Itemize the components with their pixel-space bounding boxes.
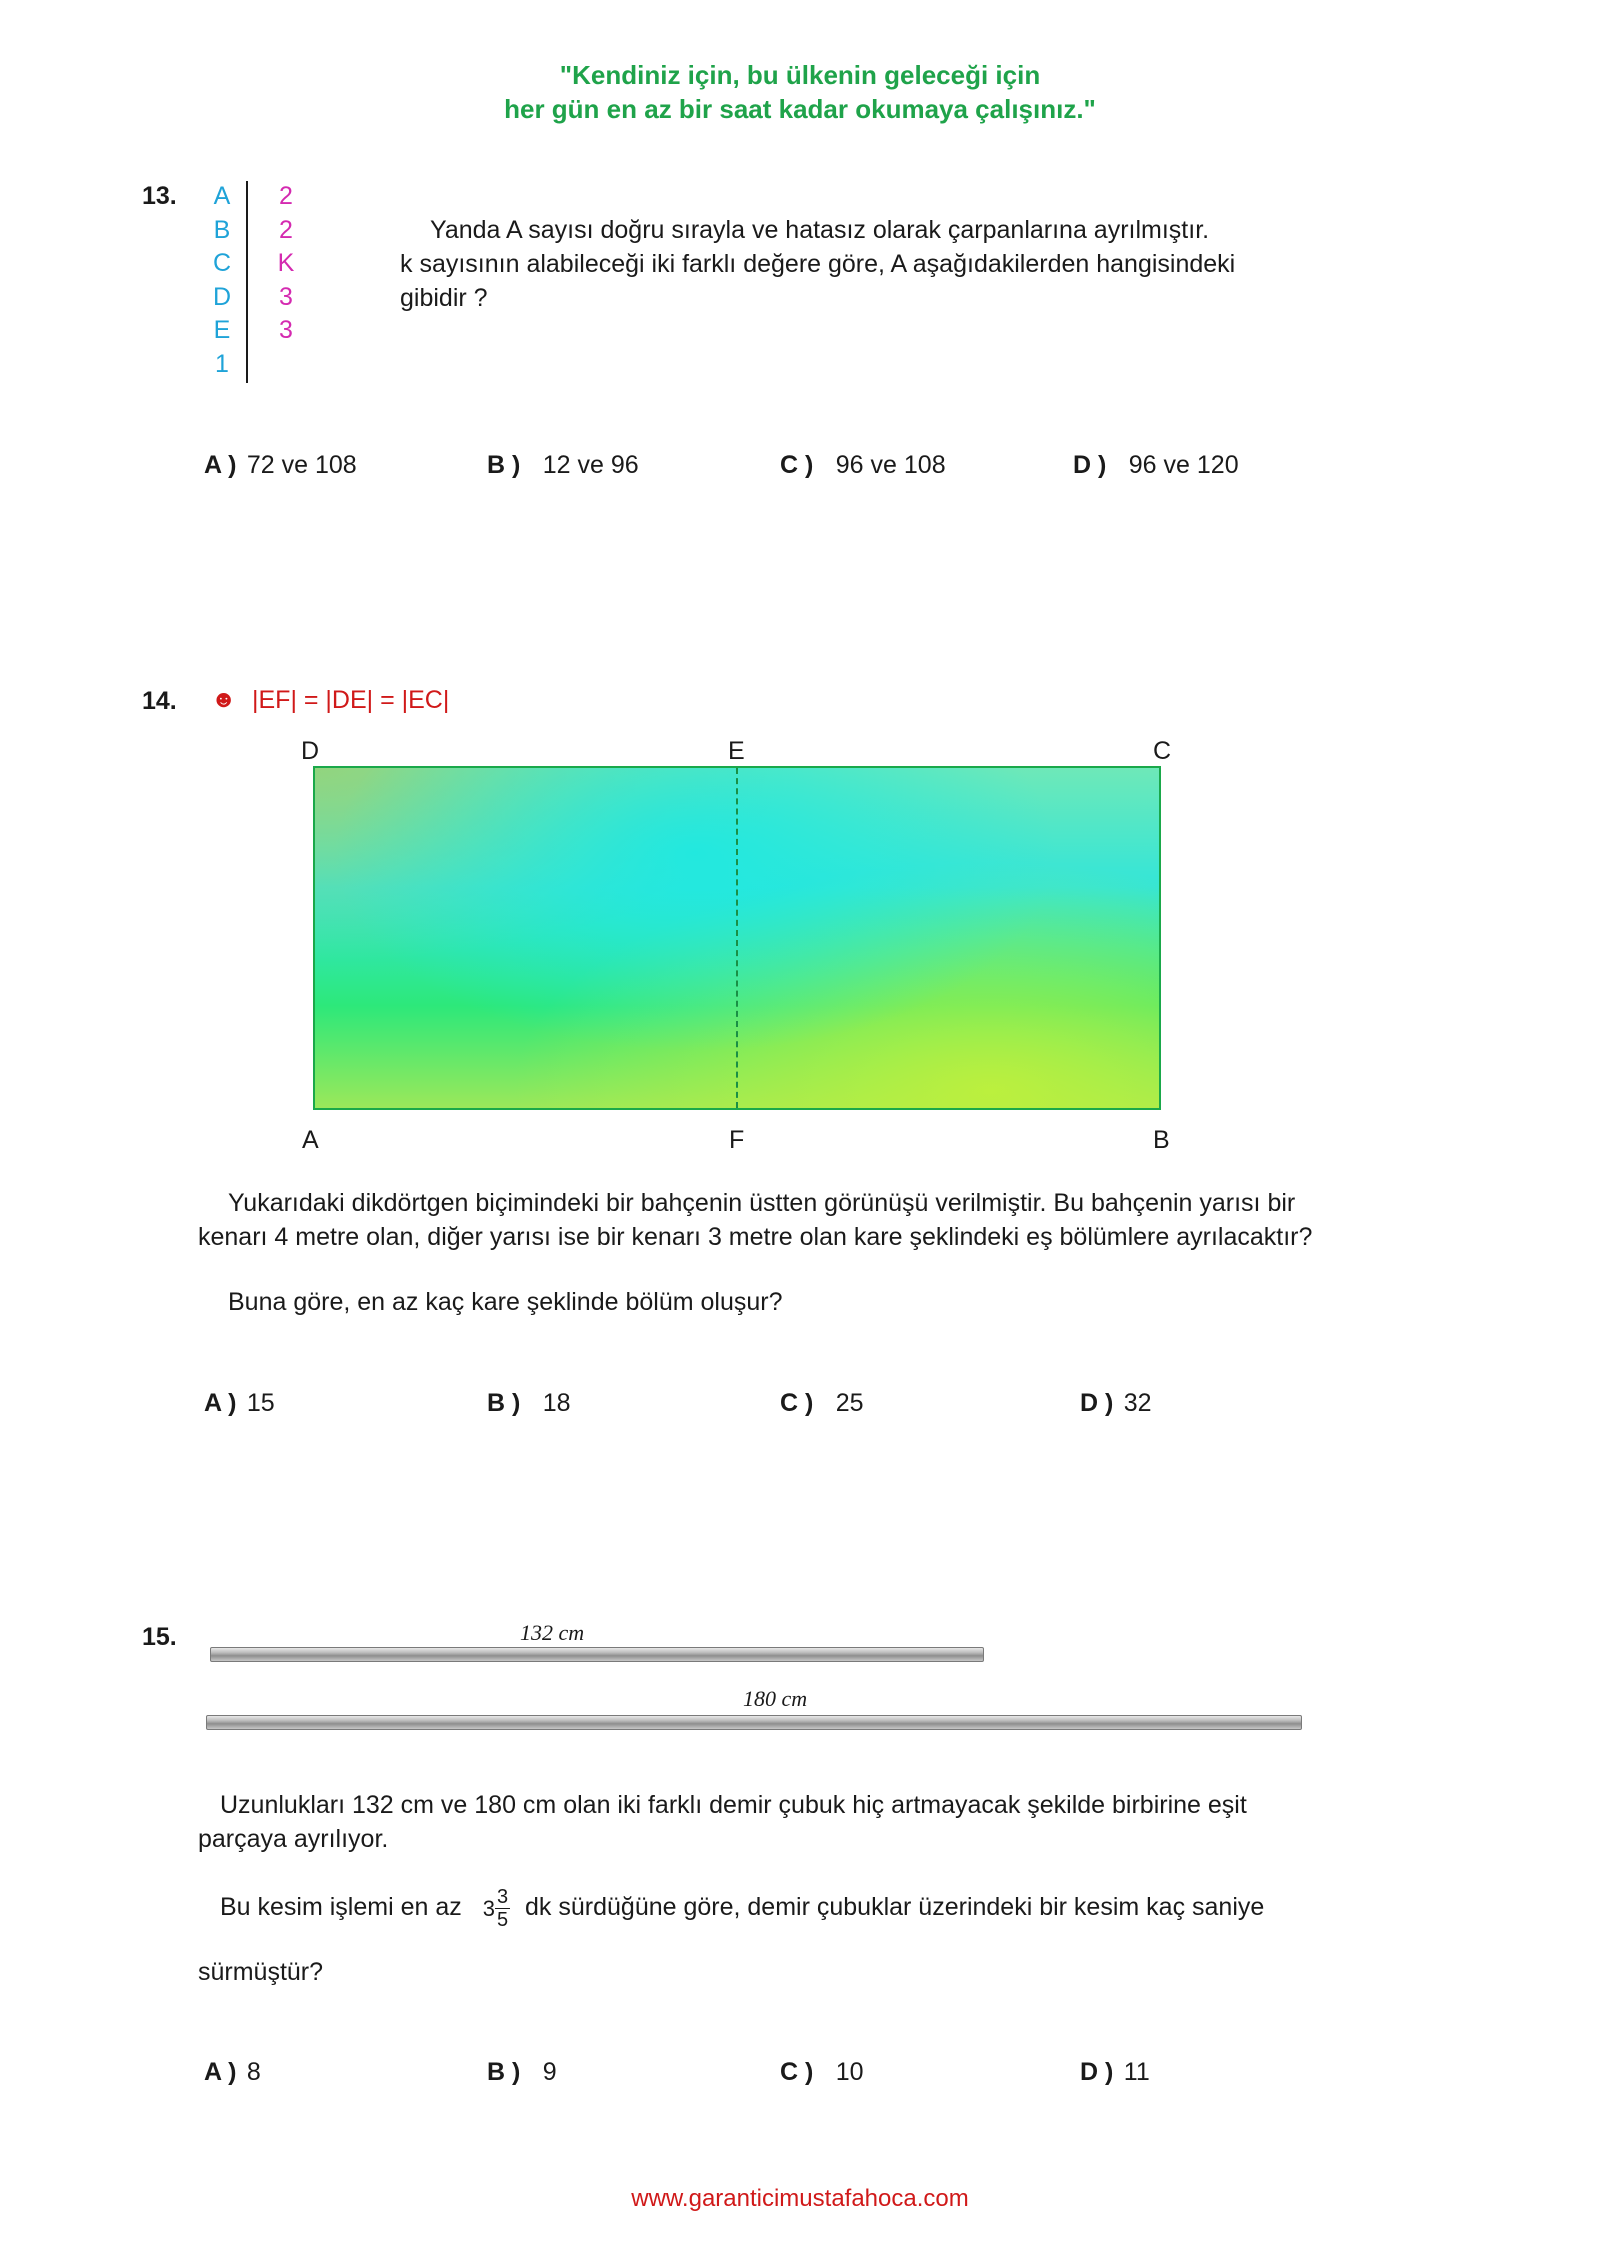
corner-label-b: B <box>1153 1126 1170 1154</box>
factor-table-right <box>271 180 301 348</box>
question-15-text-3 <box>220 1886 1264 1931</box>
option-value: 8 <box>246 2058 261 2086</box>
option-value: 96 ve 120 <box>1128 451 1239 479</box>
garden-rectangle <box>313 766 1161 1110</box>
fraction-numerator: 3 <box>496 1886 509 1908</box>
question-15-text-2: parçaya ayrılıyor. <box>198 1825 389 1853</box>
question-14-number: 14. <box>142 687 177 715</box>
q13-option-c[interactable] <box>780 451 946 480</box>
rod-1-label: 132 cm <box>520 1620 585 1645</box>
q14-option-c[interactable] <box>780 1389 864 1418</box>
motto-line-1: "Kendiniz için, bu ülkenin geleceği için <box>559 60 1041 90</box>
rod-2-label: 180 cm <box>743 1686 808 1711</box>
option-value: 96 ve 108 <box>835 451 946 479</box>
corner-label-f: F <box>729 1126 745 1154</box>
text-3-pre: Bu kesim işlemi en az <box>220 1893 462 1922</box>
option-letter: C ) <box>780 451 814 479</box>
option-letter: C ) <box>780 2058 814 2086</box>
motto-line-2: her gün en az bir saat kadar okumaya çalışınız." <box>504 94 1096 124</box>
option-letter: B ) <box>487 2058 521 2086</box>
factor-left-cell: E <box>213 316 231 344</box>
q13-option-a[interactable] <box>204 451 357 480</box>
factor-table-left <box>207 180 237 381</box>
question-14-question: Buna göre, en az kaç kare şeklinde bölüm oluşur? <box>228 1288 783 1316</box>
q15-option-d[interactable] <box>1080 2058 1150 2087</box>
factor-left-cell: B <box>213 215 231 244</box>
corner-label-c: C <box>1153 737 1172 765</box>
option-letter: A ) <box>204 451 237 479</box>
factor-right-cell: 3 <box>279 282 293 311</box>
option-letter: A ) <box>204 1389 237 1417</box>
question-13-text-2: k sayısının alabileceği iki farklı değere göre, A aşağıdakilerden hangisindeki <box>400 250 1236 278</box>
factor-right-cell: K <box>277 249 295 277</box>
factor-left-cell: D <box>212 282 232 311</box>
factor-right-cell: 2 <box>279 215 293 244</box>
option-letter: D ) <box>1073 451 1107 479</box>
q15-option-b[interactable] <box>487 2058 557 2087</box>
corner-label-e: E <box>728 737 745 765</box>
question-13-number: 13. <box>142 182 177 210</box>
q15-option-a[interactable] <box>204 2058 261 2087</box>
option-value: 25 <box>835 1389 864 1417</box>
q14-option-a[interactable] <box>204 1389 275 1418</box>
option-value: 12 ve 96 <box>542 451 639 479</box>
question-14-text-2: kenarı 4 metre olan, diğer yarısı ise bir kenarı 3 metre olan kare şeklindeki eş bölümlere ayrılacaktır? <box>198 1223 1313 1251</box>
smiley-icon: ☻ <box>211 686 237 713</box>
question-15-number: 15. <box>142 1623 177 1651</box>
q13-option-b[interactable] <box>487 451 639 480</box>
factor-right-cell: 2 <box>279 182 293 210</box>
rod-132 <box>210 1647 984 1662</box>
corner-label-d: D <box>301 737 320 765</box>
question-13-text-1: Yanda A sayısı doğru sırayla ve hatasız olarak çarpanlarına ayrılmıştır. <box>430 216 1210 244</box>
option-value: 11 <box>1123 2058 1150 2086</box>
footer-website-link[interactable]: www.garanticimustafahoca.com <box>631 2185 969 2212</box>
factor-right-cell: 3 <box>279 316 293 344</box>
option-letter: B ) <box>487 451 521 479</box>
option-value: 72 ve 108 <box>246 451 357 479</box>
option-value: 15 <box>246 1389 275 1417</box>
question-14-text-1: Yukarıdaki dikdörtgen biçimindeki bir bahçenin üstten görünüşü verilmiştir. Bu bahçenin yarısı bir <box>228 1189 1296 1217</box>
option-letter: D ) <box>1080 1389 1114 1417</box>
factor-left-cell: 1 <box>215 349 229 378</box>
corner-label-a: A <box>302 1126 319 1154</box>
factor-left-cell: A <box>213 182 231 210</box>
question-15-text-1: Uzunlukları 132 cm ve 180 cm olan iki farklı demir çubuk hiç artmayacak şekilde birbirine eşit <box>220 1791 1247 1819</box>
option-value: 18 <box>542 1389 571 1417</box>
option-letter: A ) <box>204 2058 237 2086</box>
q14-option-d[interactable] <box>1080 1389 1152 1418</box>
option-letter: D ) <box>1080 2058 1114 2086</box>
option-letter: C ) <box>780 1389 814 1417</box>
factor-left-cell: C <box>212 249 232 277</box>
q13-option-d[interactable] <box>1073 451 1239 480</box>
question-14-hint: |EF| = |DE| = |EC| <box>252 686 450 714</box>
mixed-number-fraction <box>495 1886 510 1931</box>
ef-dashed-line <box>736 768 738 1108</box>
rod-180 <box>206 1715 1302 1730</box>
q15-option-c[interactable] <box>780 2058 864 2087</box>
fraction-denominator: 5 <box>496 1909 509 1931</box>
option-letter: B ) <box>487 1389 521 1417</box>
mixed-number-whole: 3 <box>482 1895 495 1921</box>
factor-divider <box>246 181 248 383</box>
q14-option-b[interactable] <box>487 1389 571 1418</box>
text-3-post: dk sürdüğüne göre, demir çubuklar üzerindeki bir kesim kaç saniye <box>525 1893 1265 1922</box>
option-value: 32 <box>1123 1389 1152 1417</box>
option-value: 10 <box>835 2058 864 2086</box>
option-value: 9 <box>542 2058 557 2086</box>
question-15-text-4: sürmüştür? <box>198 1958 324 1986</box>
question-13-text-3: gibidir ? <box>400 284 488 312</box>
